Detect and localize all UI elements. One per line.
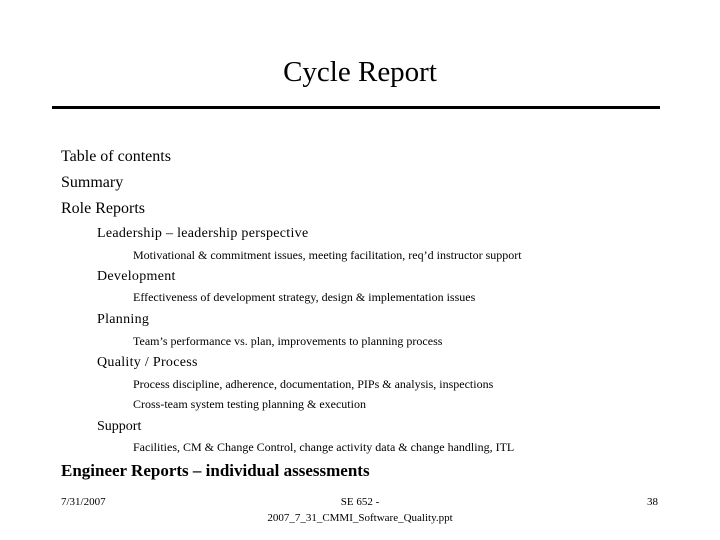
bullet-development-detail: Effectiveness of development strategy, design & implementation issues	[133, 290, 476, 304]
footer-center-line2: 2007_7_31_CMMI_Software_Quality.ppt	[267, 512, 453, 524]
bullet-leadership: Leadership – leadership perspective	[97, 226, 309, 241]
bullet-quality-detail-2: Cross-team system testing planning & execution	[133, 397, 366, 411]
bullet-planning: Planning	[97, 312, 150, 327]
bullet-development: Development	[97, 269, 176, 284]
bullet-support-detail: Facilities, CM & Change Control, change activity data & change handling, ITL	[133, 440, 515, 454]
bullet-planning-detail: Team’s performance vs. plan, improvements to planning process	[133, 334, 443, 348]
bullet-quality-process: Quality / Process	[97, 355, 198, 370]
slide-title: Cycle Report	[283, 56, 437, 88]
bullet-summary: Summary	[61, 174, 124, 191]
bullet-engineer-reports: Engineer Reports – individual assessments	[61, 461, 370, 480]
footer-date: 7/31/2007	[61, 496, 106, 508]
bullet-quality-detail-1: Process discipline, adherence, documentation, PIPs & analysis, inspections	[133, 377, 494, 391]
bullet-role-reports: Role Reports	[61, 200, 145, 217]
bullet-table-of-contents: Table of contents	[61, 148, 171, 165]
bullet-leadership-detail: Motivational & commitment issues, meeting facilitation, req’d instructor support	[133, 248, 522, 262]
title-divider	[52, 106, 660, 109]
footer-page-number: 38	[647, 496, 658, 508]
footer-center-line1: SE 652 -	[340, 496, 380, 508]
bullet-support: Support	[97, 419, 142, 434]
